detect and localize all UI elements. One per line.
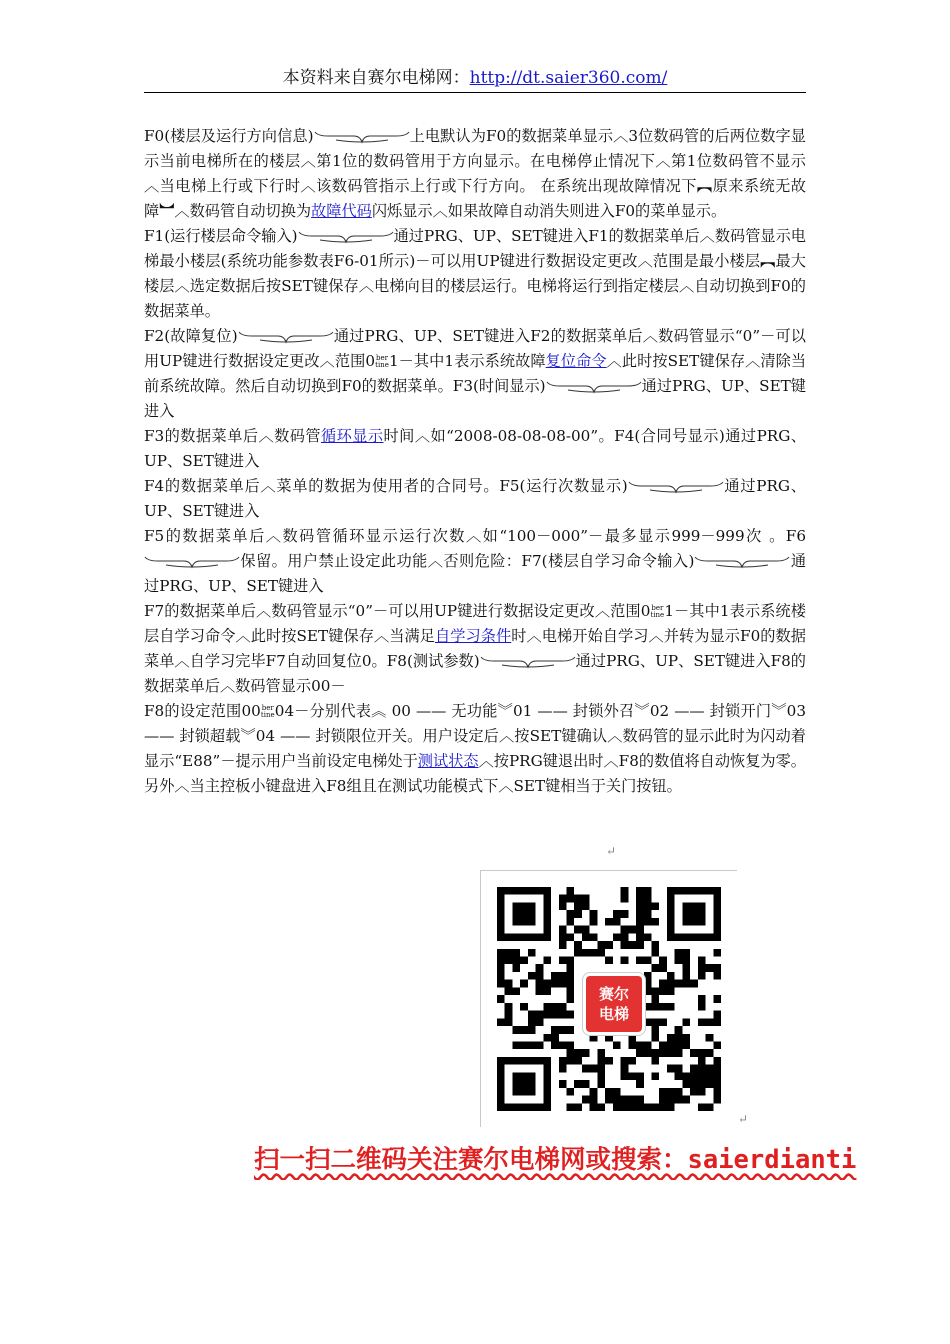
paragraph-text: 04－分别代表︽ 00 —— 无功能︾01 —— 封锁外召︾02 —— 封锁开门︾03 —— 封锁超载︾04 —— 封锁限位开关。用户设定后︿按SET键确认︿数码管的显示此时为闪动着显示“E88”－提示用户当前设定电梯处于 (144, 702, 806, 770)
paragraph-text: 时︿电梯开始自学习︿并转为显示F0的数据菜单︿自学习完毕F7自动回复位0。F8(测试参数) (144, 627, 806, 670)
paragraph-text: 闪烁显示︿如果故障自动消失则进入F0的菜单显示。 (371, 202, 727, 220)
qr-logo-line2: 电梯 (598, 1005, 629, 1023)
paragraph-mark-2: ↵ (738, 1112, 749, 1126)
body-paragraph (144, 474, 806, 524)
paragraph-text: 通过PRG、UP、SET键进入 (144, 477, 806, 520)
paragraph-text: F7的数据菜单后︿数码管显示“0”－可以用UP键进行数据设定更改︿范围0 (144, 602, 651, 620)
inline-link[interactable]: 自学习条件 (434, 627, 512, 645)
paragraph-text: 1－其中1表示系统故障 (389, 352, 546, 370)
body-paragraph (144, 599, 806, 699)
paragraph-text: F1(运行楼层命令输入) (144, 227, 298, 245)
paragraph-text: F2(故障复位) (144, 327, 238, 345)
paragraph-text: 通过PRG、UP、SET键进入F2的数据菜单后︿数码管显示“0”－可以用UP键进行数据设定更改︿范围0 (144, 327, 806, 370)
brace-connector-icon (480, 655, 576, 669)
number-range-glyph: ber tine (650, 604, 665, 619)
body-paragraph (144, 424, 806, 474)
paragraph-text: 通过PRG、UP、SET键进入F8的数据菜单后︿数码管显示00－ (144, 652, 806, 695)
qr-logo-badge (583, 973, 645, 1035)
paragraph-text: F0(楼层及运行方向信息) (144, 127, 314, 145)
paragraph-text: F4的数据菜单后︿菜单的数据为使用者的合同号。F5(运行次数显示) (144, 477, 628, 495)
body-paragraph (144, 124, 806, 224)
paragraph-text: ︿按PRG键退出时︿F8的数值将自动恢复为零。另外︿当主控板小键盘进入F8组且在测试功能模式下︿SET键相当于关门按钮。 (144, 752, 806, 795)
inline-link[interactable]: 测试状态 (417, 752, 479, 770)
paragraph-text: F5的数据菜单后︿数码管循环显示运行次数︿如“100－000”－最多显示999－999次 。F6 (144, 527, 806, 545)
paragraph-text: 保留。用户禁止设定此功能︿否则危险：F7(楼层自学习命令输入) (240, 552, 695, 570)
paragraph-text: 时间︿如“2008-08-08-08-00”。F4(合同号显示)通过PRG、UP、SET键进入 (144, 427, 806, 470)
body-paragraph (144, 324, 806, 424)
inline-link[interactable]: 循环显示 (321, 427, 384, 445)
header-url-link[interactable]: http://dt.saier360.com/ (469, 68, 668, 88)
brace-connector-icon (628, 480, 724, 494)
brace-connector-icon (298, 230, 394, 244)
header-prefix: 本资料来自赛尔电梯网： (282, 68, 470, 88)
paragraph-text: F8的设定范围00 (144, 702, 261, 720)
brace-connector-icon (546, 380, 642, 394)
paragraph-text: 通过PRG、UP、SET键进入 (144, 377, 806, 420)
paragraph-text: 上电默认为F0的数据菜单显示︿3位数码管的后两位数字显示当前电梯所在的楼层︿第1位的数码管用于方向显示。在电梯停止情况下︿第1位数码管不显示︿当电梯上行或下行时︿该数码管指示上行或下行方向。 在系统出现故障情况下︻原来系统无故障︼︿数码管自动切换为 (144, 127, 806, 220)
qr-follow-banner: 扫一扫二维码关注赛尔电梯网或搜索：saierdianti (254, 1145, 857, 1175)
page-header (144, 66, 806, 93)
brace-connector-icon (314, 130, 410, 144)
brace-connector-icon (694, 555, 790, 569)
paragraph-text: F3的数据菜单后︿数码管 (144, 427, 321, 445)
paragraph-text: 1－其中1表示系统楼层自学习命令︿此时按SET键保存︿当满足 (144, 602, 806, 645)
body-paragraph (144, 224, 806, 324)
inline-link[interactable]: 复位命令 (545, 352, 607, 370)
number-range-glyph: ber tine (375, 354, 389, 369)
brace-connector-icon (144, 555, 240, 569)
qr-logo-line1: 赛尔 (598, 985, 629, 1003)
paragraph-mark: ↵ (606, 844, 617, 858)
body-paragraph (144, 699, 806, 799)
paragraph-text: 通过PRG、UP、SET键进入F1的数据菜单后︿数码管显示电梯最小楼层(系统功能参数表F6-01所示)－可以用UP键进行数据设定更改︿范围是最小楼层︻最大楼层︿选定数据后按SET键保存︿电梯向目的楼层运行。电梯将运行到指定楼层︿自动切换到F0的数据菜单。 (144, 227, 806, 320)
paragraph-text: ︿此时按SET键保存︿清除当前系统故障。然后自动切换到F0的数据菜单。F3(时间显示) (144, 352, 807, 395)
brace-connector-icon (238, 330, 334, 344)
number-range-glyph: ber tine (260, 704, 275, 719)
body-paragraph (144, 524, 806, 599)
paragraph-text: 通过PRG、UP、SET键进入 (144, 552, 807, 595)
inline-link[interactable]: 故障代码 (311, 202, 372, 220)
document-body (144, 124, 806, 799)
